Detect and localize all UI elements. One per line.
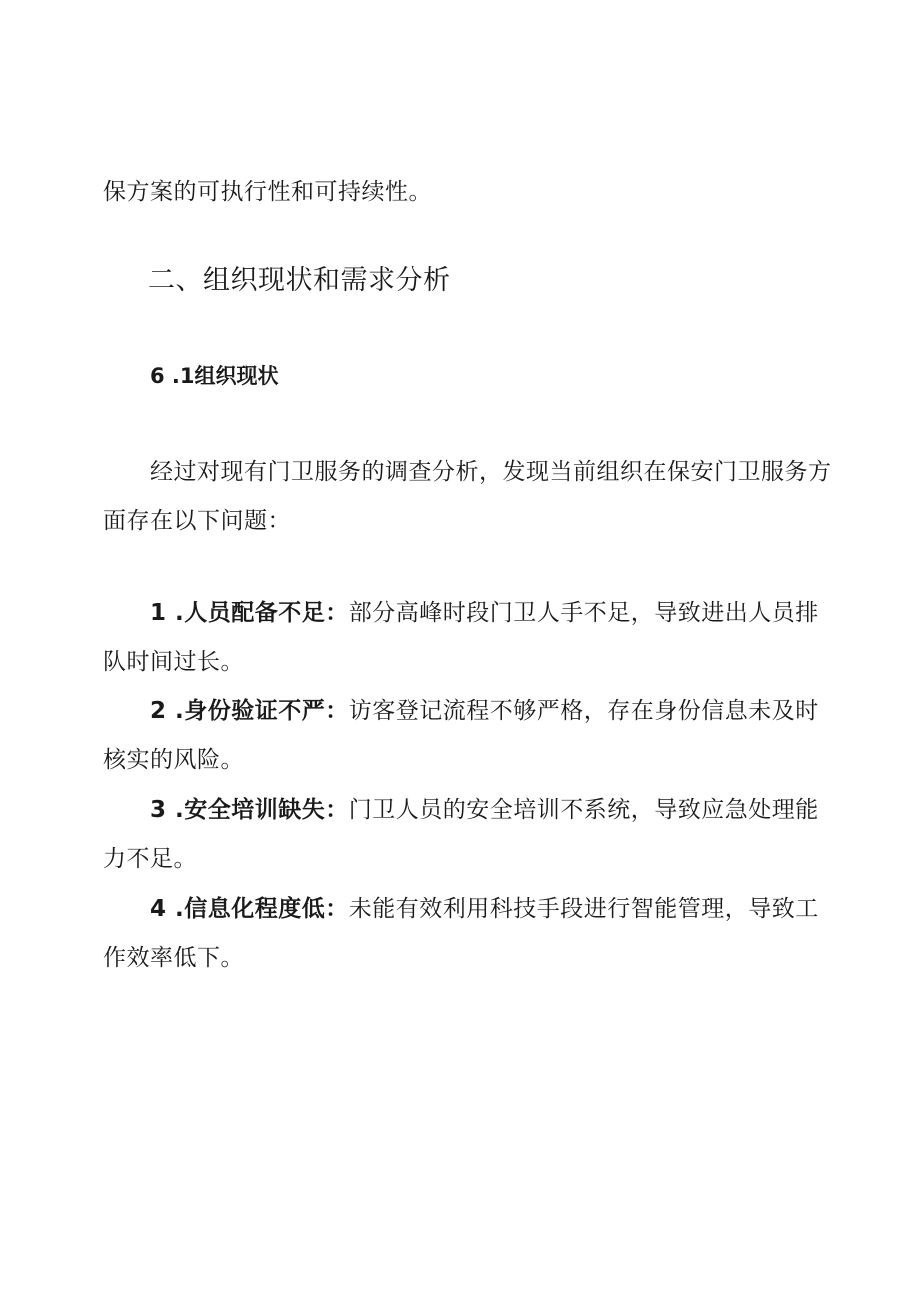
list-item [150, 598, 819, 628]
continuation-text: 保方案的可执行性和可持续性。 [103, 179, 432, 205]
list-item-text: 未能有效利用科技手段进行智能管理，导致工 [348, 896, 819, 922]
intro-paragraph-line-1: 经过对现有门卫服务的调查分析，发现当前组织在保安门卫服务方 [150, 459, 832, 485]
list-item-heading: 1 .人员配备不足： [150, 600, 349, 626]
subsection-title: 6 .1组织现状 [150, 364, 279, 388]
list-item [150, 696, 819, 726]
section-title: 二、组织现状和需求分析 [148, 265, 451, 296]
list-item [150, 894, 819, 924]
list-item-heading: 4 .信息化程度低： [150, 896, 349, 922]
list-item-text: 部分高峰时段门卫人手不足，导致进出人员排 [348, 600, 819, 626]
list-item-text: 门卫人员的安全培训不系统，导致应急处理能 [348, 797, 819, 823]
list-item [150, 795, 819, 825]
list-item-continuation: 作效率低下。 [103, 945, 244, 971]
list-item-heading: 3 .安全培训缺失： [150, 797, 349, 823]
list-item-text: 访客登记流程不够严格，存在身份信息未及时 [348, 698, 819, 724]
intro-paragraph-line-2: 面存在以下问题： [103, 508, 291, 534]
list-item-continuation: 队时间过长。 [103, 649, 244, 675]
list-item-heading: 2 .身份验证不严： [150, 698, 349, 724]
list-item-continuation: 核实的风险。 [103, 747, 244, 773]
list-item-continuation: 力不足。 [103, 846, 197, 872]
